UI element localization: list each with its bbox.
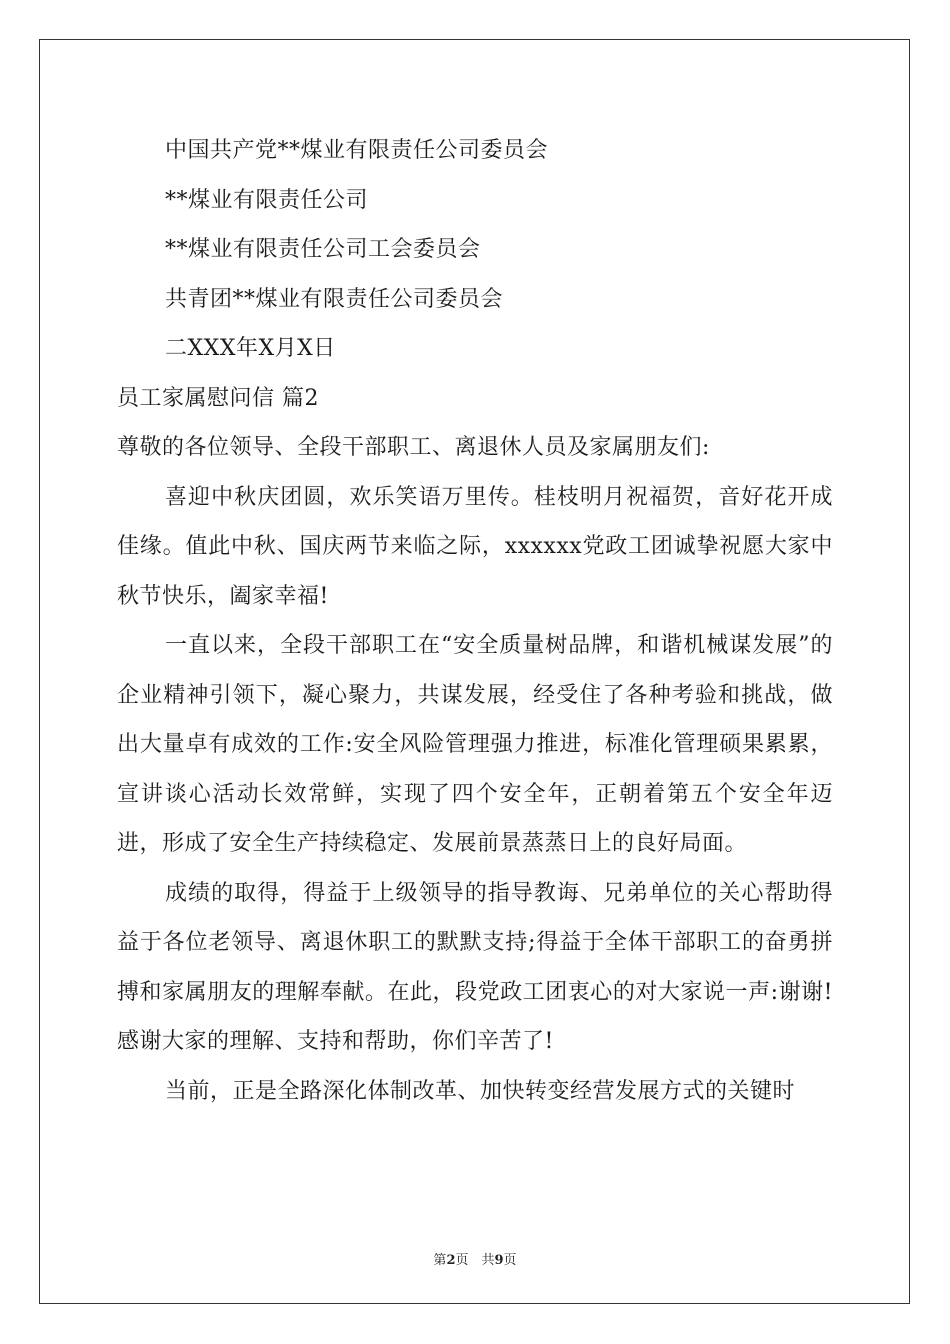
paragraph-current: 当前，正是全路深化体制改革、加快转变经营发展方式的关键时 <box>165 1078 796 1104</box>
page-footer <box>0 1249 950 1268</box>
footer-mid: 页 共 <box>455 1253 495 1268</box>
footer-page-total: 9 <box>494 1253 504 1268</box>
signature-date: 二XXX年X月X日 <box>165 336 336 361</box>
paragraph-achievements: 一直以来，全段干部职工在“安全质量树品牌，和谐机械谋发展”的企业精神引领下，凝心聚力，共谋发展，经受住了各种考验和挑战，做出大量卓有成效的工作:安全风险管理强力推进，标准化管理硕果累累，宣讲谈心活动长效常鲜，实现了四个安全年，正朝着第五个安全年迈进，形成了安全生产持续稳定、发展前景蒸蒸日上的良好局面。 <box>117 633 833 856</box>
signature-party-committee: 中国共产党**煤业有限责任公司委员会 <box>165 138 549 163</box>
salutation: 尊敬的各位领导、全段干部职工、离退休人员及家属朋友们: <box>117 435 710 460</box>
document-body <box>117 126 833 1116</box>
signature-union-committee: **煤业有限责任公司工会委员会 <box>165 237 481 262</box>
section-title: 员工家属慰问信 篇2 <box>117 385 319 411</box>
footer-prefix: 第 <box>433 1253 447 1268</box>
footer-page-current: 2 <box>446 1253 456 1268</box>
signature-youth-league: 共青团**煤业有限责任公司委员会 <box>165 286 504 312</box>
paragraph-greeting: 喜迎中秋庆团圆，欢乐笑语万里传。桂枝明月祝福贺，音好花开成佳缘。值此中秋、国庆两节来临之际，xxxxxx党政工团诚挚祝愿大家中秋节快乐，阖家幸福! <box>117 484 833 609</box>
paragraph-thanks: 成绩的取得，得益于上级领导的指导教诲、兄弟单位的关心帮助得益于各位老领导、离退休职工的默默支持;得益于全体干部职工的奋勇拼搏和家属朋友的理解奉献。在此，段党政工团衷心的对大家说一声:谢谢!感谢大家的理解、支持和帮助，你们辛苦了! <box>117 880 833 1054</box>
footer-suffix: 页 <box>503 1253 517 1268</box>
signature-company: **煤业有限责任公司 <box>165 187 369 213</box>
